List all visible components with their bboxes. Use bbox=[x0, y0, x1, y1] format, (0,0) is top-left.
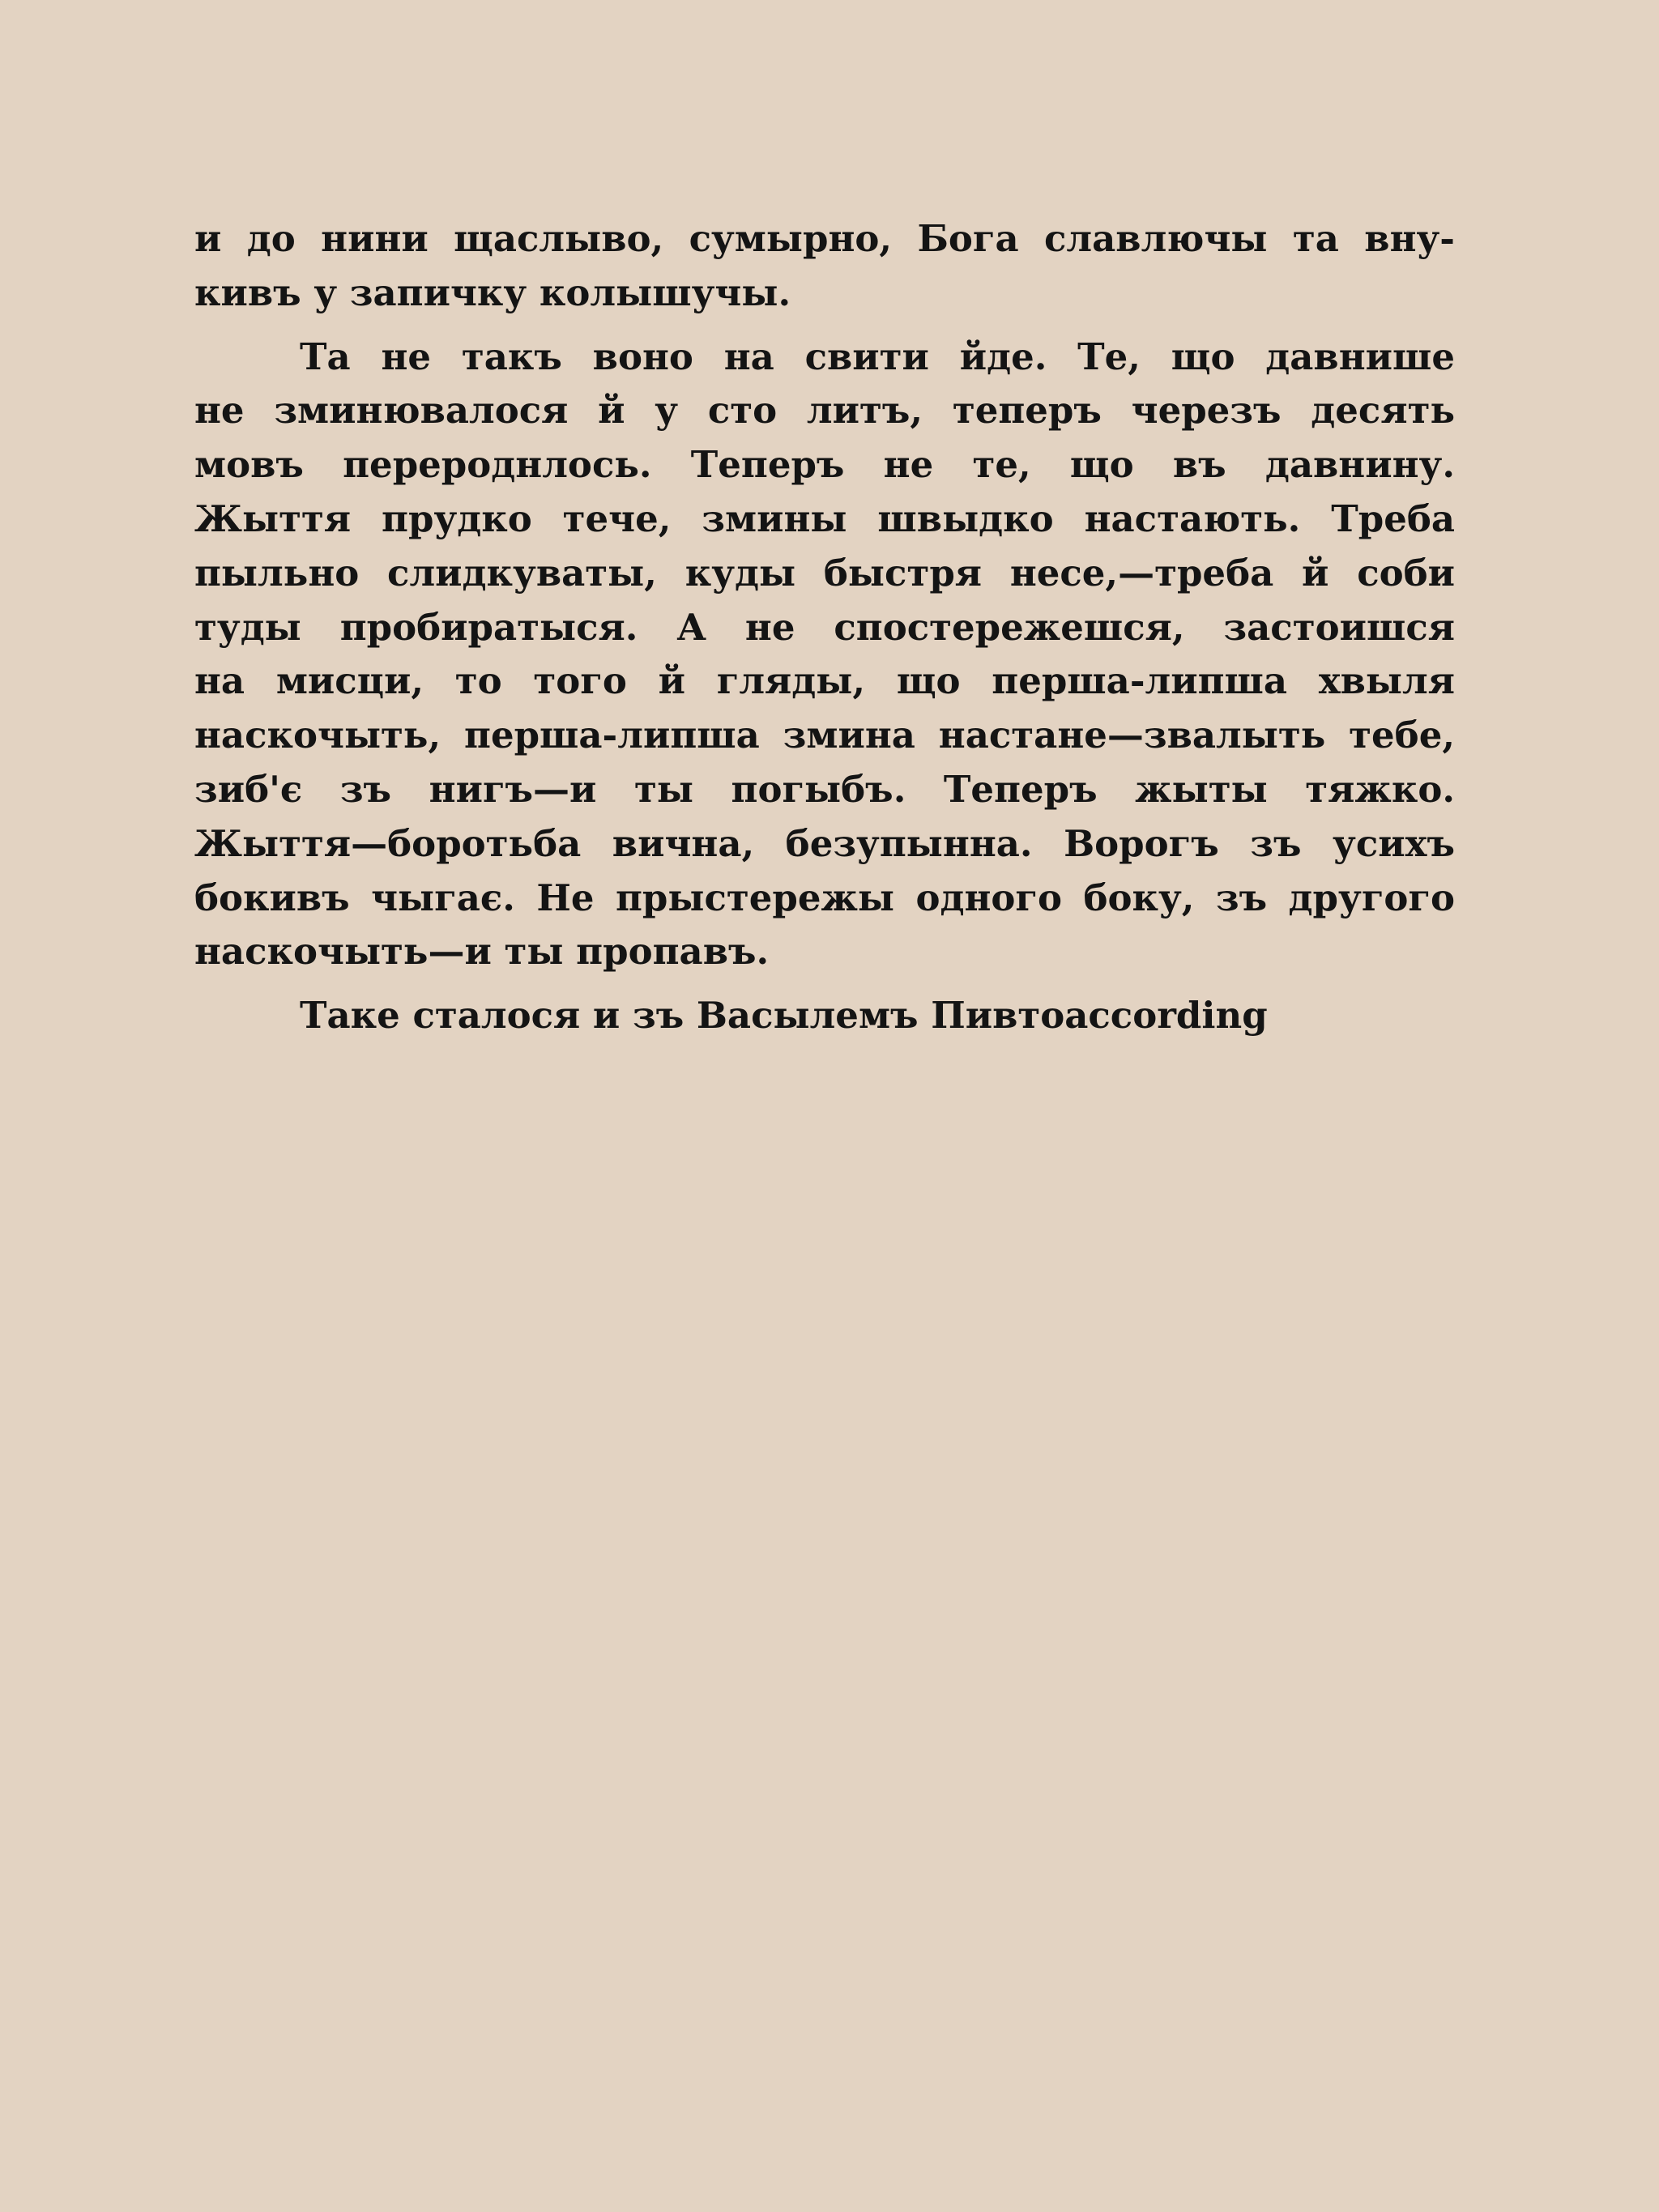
text-line: Жыття—боротьба вична, безупынна. Ворогъ зъ усихъ bbox=[194, 821, 1455, 865]
text-line: мовъ перероднлось. Теперъ не те, що въ давнину. bbox=[194, 443, 1455, 487]
text-line: не зминювалося й у сто литъ, теперъ черезъ десять bbox=[194, 389, 1455, 433]
text-line: пыльно слидкуваты, куды быстря несе,—треба й соби bbox=[194, 551, 1455, 595]
text-line: зиб'є зъ нигъ—и ты погыбъ. Теперъ жыты тяжко. bbox=[194, 767, 1455, 811]
text-line: кивъ у запичку колышучы. bbox=[194, 271, 791, 314]
text-line: бокивъ чыгає. Не прыстережы одного боку, зъ другого bbox=[194, 876, 1455, 919]
paragraph bbox=[194, 330, 1455, 980]
text-line: Таке сталося и зъ Васылемъ Пивтоaccording bbox=[300, 994, 1268, 1038]
text-line: Та не такъ воно на свити йде. Те, що давнише bbox=[300, 335, 1455, 378]
paragraph bbox=[194, 989, 1455, 1043]
text-line: на мисци, то того й гляды, що перша-липша хвыля bbox=[194, 659, 1455, 703]
paragraph bbox=[194, 212, 1455, 321]
text-line: туды пробиратыся. А не спостережешся, застоишся bbox=[194, 605, 1455, 649]
text-line: Жыття прудко тече, змины швыдко настають. Треба bbox=[194, 497, 1455, 540]
text-line: и до нини щаслыво, сумырно, Бога славлючы та вну- bbox=[194, 217, 1455, 260]
page-text bbox=[194, 212, 1455, 1053]
text-line: наскочыть—и ты пропавъ. bbox=[194, 930, 770, 974]
text-line: наскочыть, перша-липша змина настане—звалыть тебе, bbox=[194, 714, 1455, 757]
